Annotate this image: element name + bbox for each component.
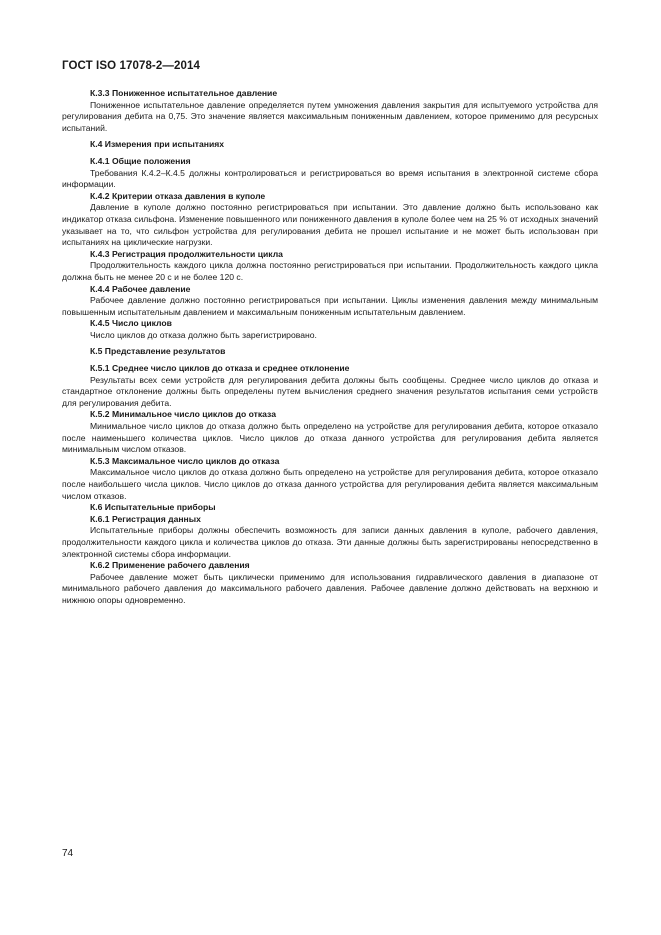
section-heading-k51: К.5.1 Среднее число циклов до отказа и среднее отклонение [90,363,350,374]
paragraph-k52: Минимальное число циклов до отказа должно быть определено на устройстве для регулирования дебита, которое отказало после наименьшего количества циклов. Число циклов до отказа данного устройства для регулирования дебита является минимальным числом отказов. [62,421,598,455]
paragraph-k51: Результаты всех семи устройств для регулирования дебита должны быть сообщены. Среднее число циклов до отказа и стандартное отклонение должны быть определены путем вычисления среднего значения результатов испытания семи устройств для регулирования дебита. [62,374,598,408]
paragraph-k61: Испытательные приборы должны обеспечить возможность для записи данных давления в куполе, рабочего давления, продолжительности каждого цикла и количества циклов до отказа. Эти данные должны быть зарегистрированы непосредственно в электронной системы сбора информации. [62,525,598,559]
section-heading-k44: К.4.4 Рабочее давление [90,283,191,294]
section-heading-k62: К.6.2 Применение рабочего давления [90,560,250,571]
section-heading-k6: К.6 Испытательные приборы [90,502,216,513]
paragraph-k33: Пониженное испытательное давление определяется путем умножения давления закрытия для испытуемого устройства для регулирования дебита на 0,75. Это значение является максимальным пониженным давлением, которое применимо для ресурсных испытаний. [62,99,598,133]
document-header: ГОСТ ISO 17078-2—2014 [62,60,200,72]
paragraph-k62: Рабочее давление может быть циклически применимо для использования гидравлического давления в диапазоне от минимального рабочего давления до максимального рабочего давления. Рабочее давление должно действовать на верхнюю и нижнюю опоры одновременно. [62,571,598,605]
paragraph-k53: Максимальное число циклов до отказа должно быть определено на устройстве для регулирования дебита, которое отказало после наибольшего числа циклов. Число циклов до отказа данного устройства для регулирования дебита является максимальным числом отказов. [62,467,598,501]
section-heading-k45: К.4.5 Число циклов [90,318,172,329]
section-heading-k61: К.6.1 Регистрация данных [90,513,201,524]
paragraph-k41: Требования К.4.2–К.4.5 должны контролироваться и регистрироваться во время испытания в электронной системе сбора информации. [62,167,598,190]
page-number: 74 [62,848,74,859]
section-heading-k5: К.5 Представление результатов [90,346,226,357]
document-body [62,88,598,607]
paragraph-k45: Число циклов до отказа должно быть зарегистрировано. [90,329,317,340]
paragraph-k44: Рабочее давление должно постоянно регистрироваться при испытании. Циклы изменения давления между минимальным повышенным испытательным давлением и максимальным пониженным испытательным давлением. [62,295,598,317]
section-heading-k43: К.4.3 Регистрация продолжительности цикла [90,248,283,259]
section-heading-k4: К.4 Измерения при испытаниях [90,139,225,150]
section-heading-k53: К.5.3 Максимальное число циклов до отказа [90,455,280,466]
paragraph-k42: Давление в куполе должно постоянно регистрироваться при испытании. Это давление должно быть использовано как индикатор отказа сильфона. Изменение повышенного или пониженного давления в куполе более чем на 25 % от исходных значений указывает на то, что сильфон устройства для регулирования дебита не прошел испытание и не может быть использован при испытаниях на циклические нагрузки. [62,202,598,248]
section-heading-k52: К.5.2 Минимальное число циклов до отказа [90,409,276,420]
section-heading-k33: К.3.3 Пониженное испытательное давление [90,88,278,98]
paragraph-k43: Продолжительность каждого цикла должна постоянно регистрироваться при испытании. Продолжительность каждого цикла должна быть не менее 20 с и не более 120 с. [62,260,598,282]
section-heading-k41: К.4.1 Общие положения [90,155,191,166]
section-heading-k42: К.4.2 Критерии отказа давления в куполе [90,190,266,201]
